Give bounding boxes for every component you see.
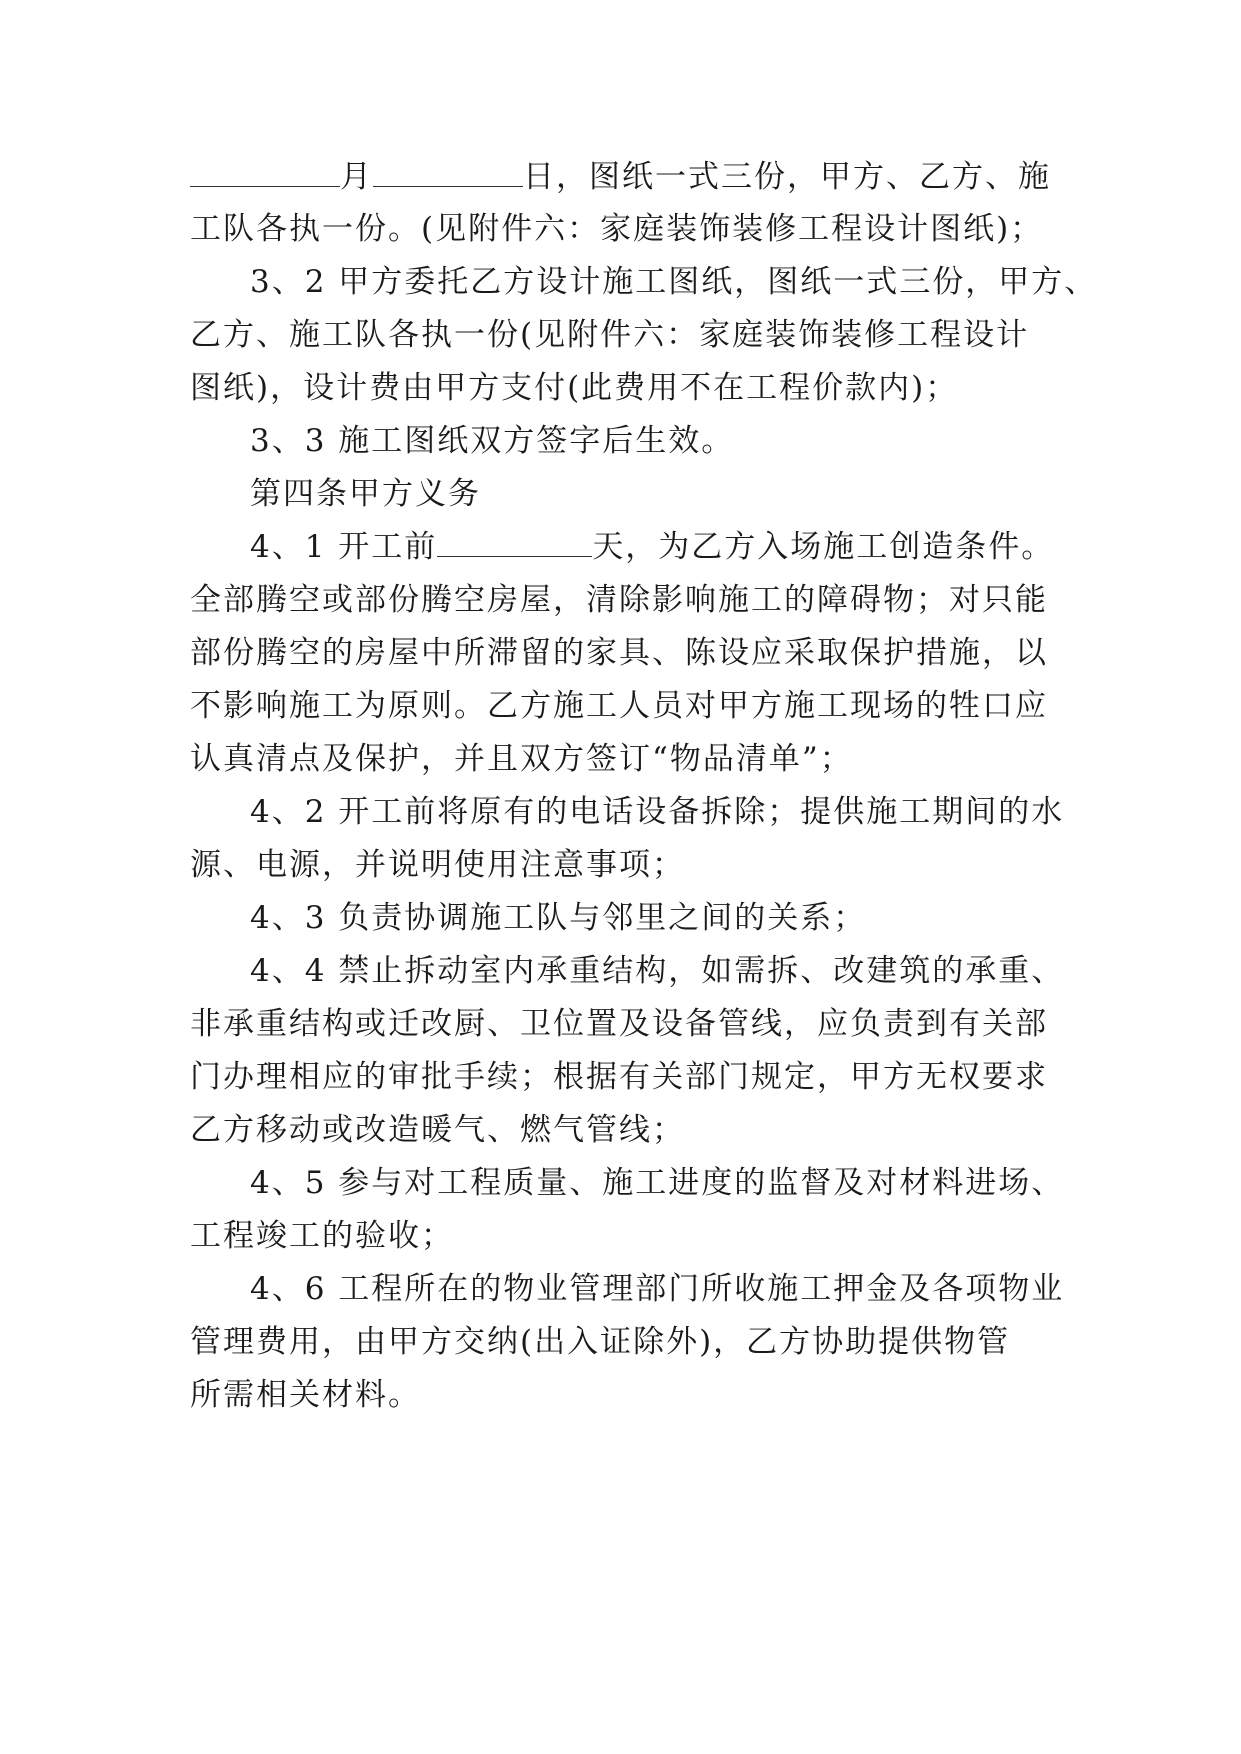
clause-4-3: 4、3 负责协调施工队与邻里之间的关系； bbox=[250, 900, 867, 936]
text-line: 管理费用，由甲方交纳(出入证除外)，乙方协助提供物管 bbox=[190, 1324, 1011, 1360]
text-fragment: 4、1 开工前 bbox=[250, 529, 438, 565]
clause-4-5: 4、5 参与对工程质量、施工进度的监督及对材料进场、 bbox=[250, 1165, 1065, 1201]
text-line: 工队各执一份。(见附件六：家庭装饰装修工程设计图纸)； bbox=[190, 211, 1044, 247]
text-line: 工程竣工的验收； bbox=[190, 1218, 454, 1254]
text-line: 全部腾空或部份腾空房屋，清除影响施工的障碍物；对只能 bbox=[190, 582, 1048, 618]
fill-in-blank[interactable] bbox=[190, 160, 340, 187]
text-line: 不影响施工为原则。乙方施工人员对甲方施工现场的牲口应 bbox=[190, 688, 1048, 724]
text-line: 源、电源，并说明使用注意事项； bbox=[190, 847, 685, 883]
clause-4-6: 4、6 工程所在的物业管理部门所收施工押金及各项物业 bbox=[250, 1271, 1065, 1307]
section-heading: 第四条甲方义务 bbox=[250, 476, 481, 512]
fill-in-blank[interactable] bbox=[437, 530, 592, 557]
fill-in-blank[interactable] bbox=[373, 160, 523, 187]
text-line: 非承重结构或迁改厨、卫位置及设备管线，应负责到有关部 bbox=[190, 1006, 1048, 1042]
text-line: 乙方、施工队各执一份(见附件六：家庭装饰装修工程设计 bbox=[190, 317, 1030, 353]
clause-4-2: 4、2 开工前将原有的电话设备拆除；提供施工期间的水 bbox=[250, 794, 1065, 830]
text-line: 部份腾空的房屋中所滞留的家具、陈设应采取保护措施，以 bbox=[190, 635, 1048, 671]
clause-3-2: 3、2 甲方委托乙方设计施工图纸，图纸一式三份，甲方、 bbox=[250, 264, 1098, 300]
text-line bbox=[190, 157, 1051, 197]
text-line: 门办理相应的审批手续；根据有关部门规定，甲方无权要求 bbox=[190, 1059, 1048, 1095]
text-line: 认真清点及保护，并且双方签订“物品清单”； bbox=[190, 741, 853, 777]
clause-3-3: 3、3 施工图纸双方签字后生效。 bbox=[250, 423, 735, 459]
text-fragment: 日，图纸一式三份，甲方、乙方、施 bbox=[523, 159, 1051, 195]
text-line: 所需相关材料。 bbox=[190, 1377, 421, 1413]
text-line: 图纸)，设计费由甲方支付(此费用不在工程价款内)； bbox=[190, 370, 959, 406]
text-fragment: 月 bbox=[340, 159, 373, 195]
clause-4-1 bbox=[250, 527, 1054, 567]
text-line: 乙方移动或改造暖气、燃气管线； bbox=[190, 1112, 685, 1148]
clause-4-4: 4、4 禁止拆动室内承重结构，如需拆、改建筑的承重、 bbox=[250, 953, 1065, 989]
text-fragment: 天，为乙方入场施工创造条件。 bbox=[592, 529, 1055, 565]
